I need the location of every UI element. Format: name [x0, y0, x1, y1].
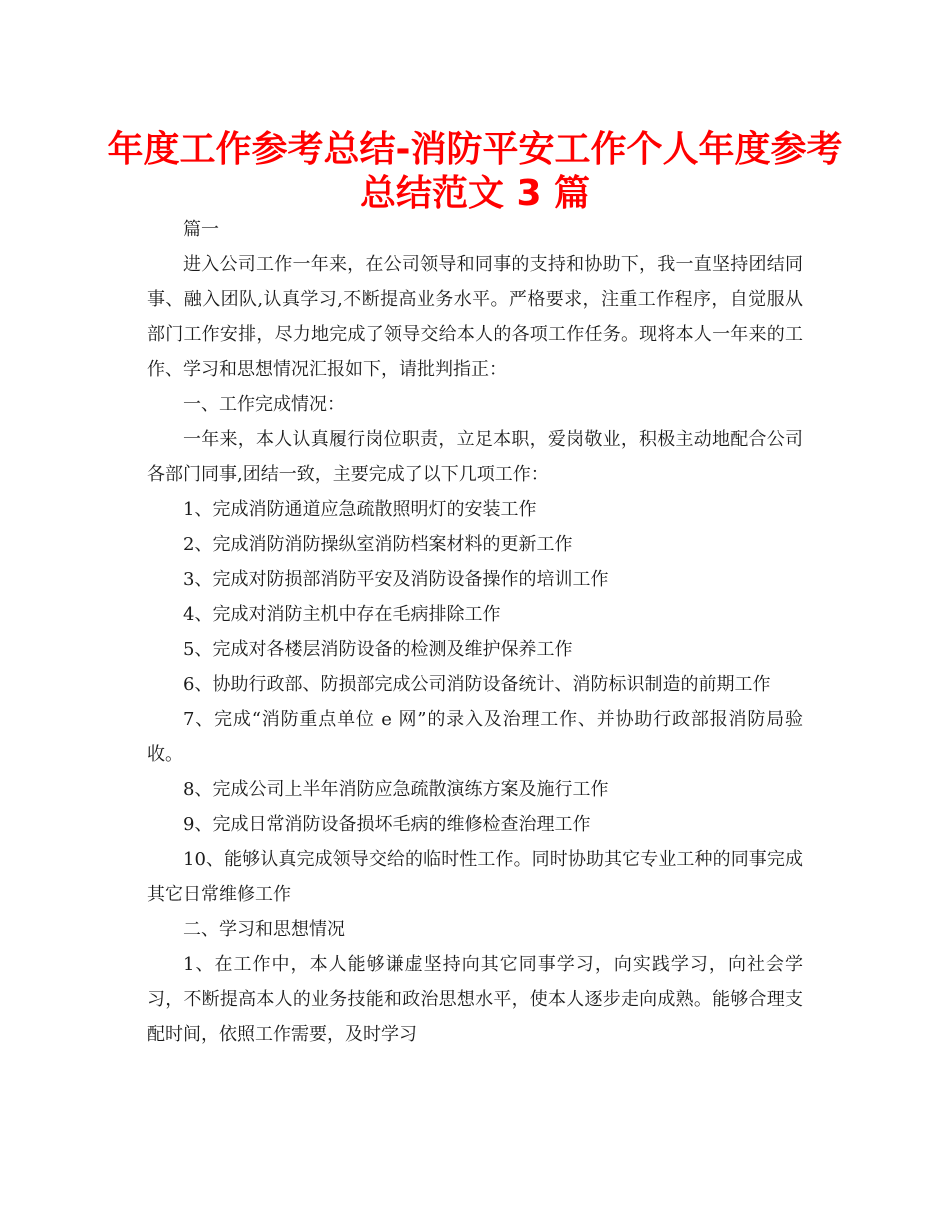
section-heading-study: 二、学习和思想情况 [183, 919, 345, 940]
document-title-line-1: 年度工作参考总结-消防平安工作个人年度参考 [107, 129, 843, 170]
list-item: 8、完成公司上半年消防应急疏散演练方案及施行工作 [183, 779, 609, 800]
section-heading-part-one: 篇一 [183, 219, 219, 240]
list-item: 6、协助行政部、防损部完成公司消防设备统计、消防标识制造的前期工作 [183, 674, 771, 695]
document-body [147, 212, 803, 1052]
paragraph-intro: 进入公司工作一年来，在公司领导和同事的支持和协助下，我一直坚持团结同事、融入团队,认真学习,不断提高业务水平。严格要求，注重工作程序，自觉服从部门工作安排，尽力地完成了领导交给本人的各项工作任务。现将本人一年来的工作、学习和思想情况汇报如下，请批判指正： [147, 254, 803, 380]
list-item: 5、完成对各楼层消防设备的检测及维护保养工作 [183, 639, 573, 660]
list-item: 1、完成消防通道应急疏散照明灯的安装工作 [183, 499, 537, 520]
list-item: 10、能够认真完成领导交给的临时性工作。同时协助其它专业工种的同事完成其它日常维修工作 [147, 849, 803, 905]
list-item: 7、完成“消防重点单位 e 网”的录入及治理工作、并协助行政部报消防局验收。 [147, 709, 803, 765]
paragraph-work-summary: 一年来，本人认真履行岗位职责，立足本职，爱岗敬业，积极主动地配合公司各部门同事,团结一致，主要完成了以下几项工作： [147, 429, 803, 485]
list-item: 9、完成日常消防设备损坏毛病的维修检查治理工作 [183, 814, 591, 835]
section-heading-work: 一、工作完成情况： [183, 394, 345, 415]
list-item: 4、完成对消防主机中存在毛病排除工作 [183, 604, 501, 625]
list-item: 1、在工作中，本人能够谦虚坚持向其它同事学习，向实践学习，向社会学习，不断提高本人的业务技能和政治思想水平，使本人逐步走向成熟。能够合理支配时间，依照工作需要，及时学习 [147, 954, 803, 1045]
list-item: 2、完成消防消防操纵室消防档案材料的更新工作 [183, 534, 573, 555]
document-title-line-2: 总结范文 3 篇 [359, 173, 591, 214]
list-item: 3、完成对防损部消防平安及消防设备操作的培训工作 [183, 569, 609, 590]
